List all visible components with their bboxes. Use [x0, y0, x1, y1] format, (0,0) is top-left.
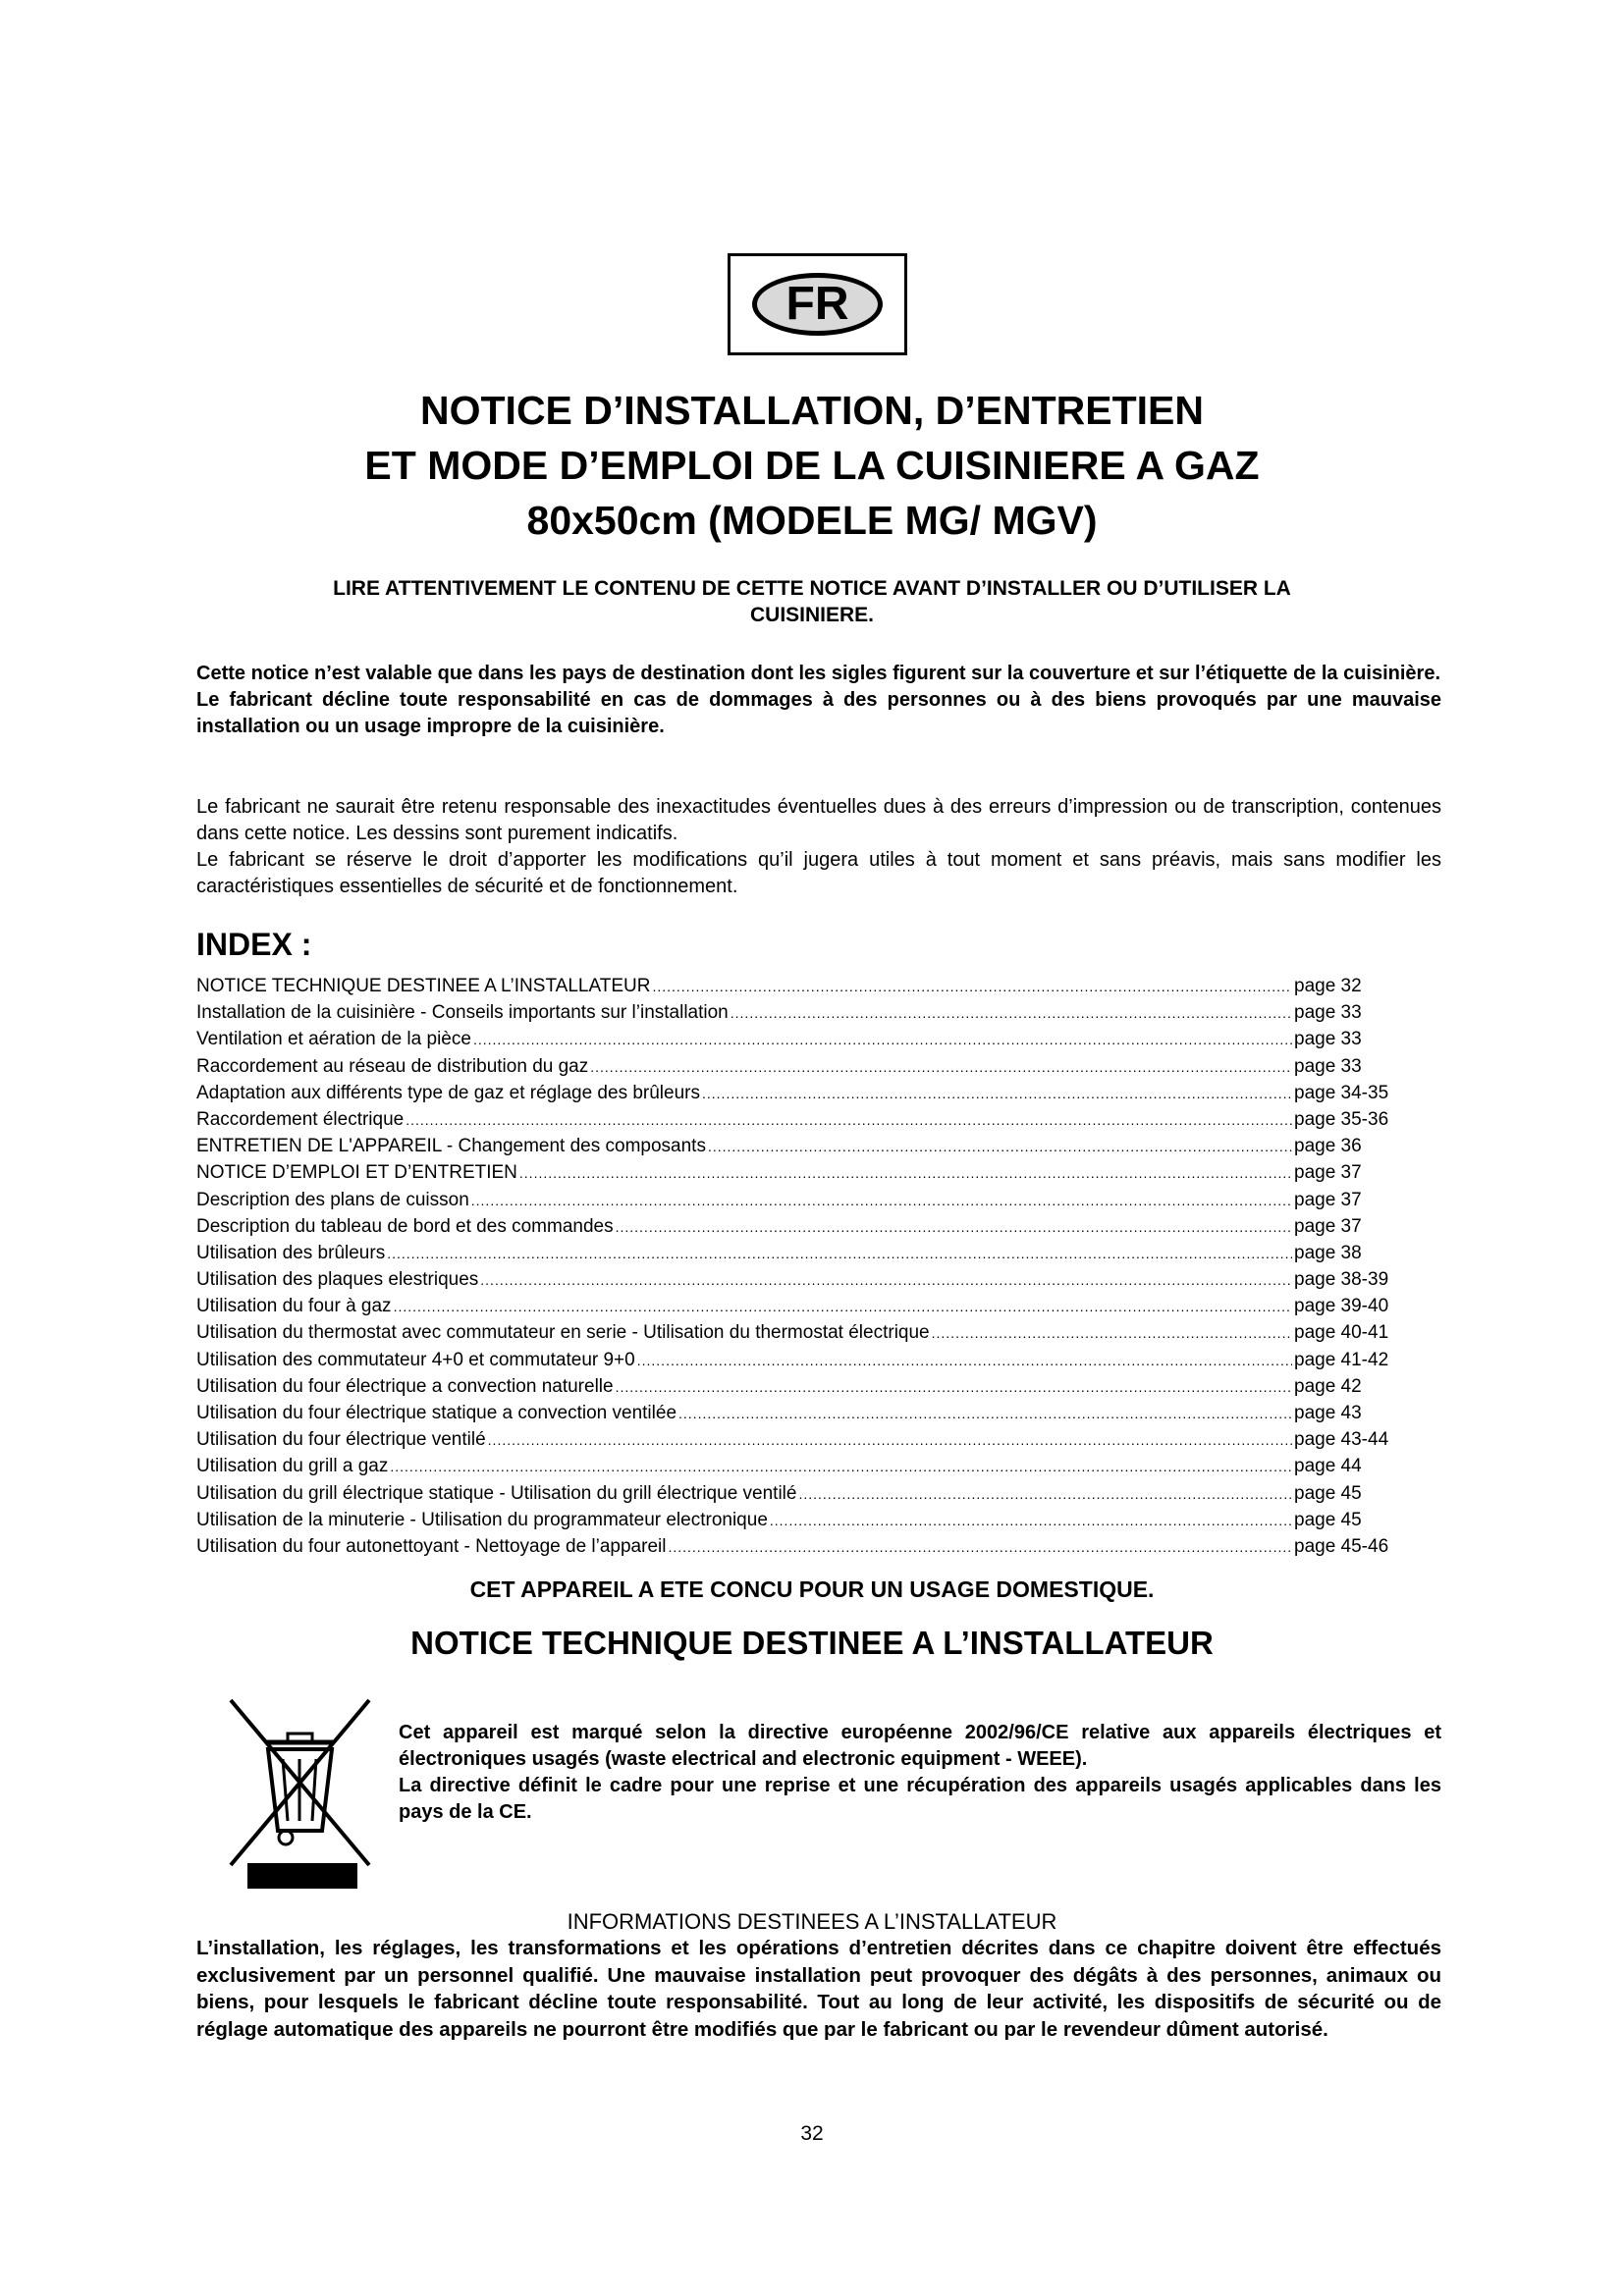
index-entry [196, 1347, 1412, 1373]
index-entry-leader-dots [652, 974, 1292, 1000]
inaccuracy-paragraph: Le fabricant ne saurait être retenu responsable des inexactitudes éventuelles dues à des erreurs d’impression ou de transcription, contenues dans cette notice. Les dessins sont purement indicatifs. [196, 796, 1441, 844]
index-entry-leader-dots [668, 1534, 1292, 1561]
index-entry-leader-dots [390, 1454, 1292, 1480]
index-entry [196, 1240, 1412, 1266]
index-entry-leader-dots [731, 1000, 1292, 1027]
index-entry-leader-dots [708, 1134, 1292, 1160]
index-entry [196, 1187, 1412, 1213]
index-entry-leader-dots [932, 1320, 1292, 1347]
index-entry-page: page 33 [1294, 1002, 1362, 1024]
index-entry-leader-dots [678, 1401, 1292, 1427]
index-heading: INDEX : [196, 927, 312, 962]
index-entry-label: ENTRETIEN DE L'APPAREIL - Changement des composants [196, 1136, 706, 1157]
index-entry-label: Utilisation du four à gaz [196, 1296, 392, 1317]
weee-paragraph-1: Cet appareil est marqué selon la directive européenne 2002/96/CE relative aux appareils électriques et électroniques usagés (waste electrical and electronic equipment - WEEE). [399, 1722, 1441, 1770]
weee-directive-notice [399, 1720, 1441, 1826]
index-entry-page: page 43 [1294, 1403, 1362, 1423]
index-entry-page: page 45-46 [1294, 1535, 1389, 1557]
index-entry-page: page 35-36 [1294, 1108, 1389, 1130]
validity-paragraph: Cette notice n’est valable que dans les pays de destination dont les sigles figurent sur la couverture et sur l’étiquette de la cuisinière. [196, 663, 1441, 684]
index-entry-page: page 45 [1294, 1482, 1362, 1504]
index-entry-label: Utilisation du four autonettoyant - Nettoyage de l’appareil [196, 1535, 667, 1557]
index-entry-page: page 39-40 [1294, 1296, 1389, 1317]
index-entry [196, 1480, 1412, 1507]
index-entry-page: page 37 [1294, 1162, 1362, 1184]
index-entry-leader-dots [473, 1027, 1292, 1053]
index-entry [196, 1293, 1412, 1319]
index-entry-label: Utilisation du four électrique a convection naturelle [196, 1375, 614, 1397]
table-of-contents [196, 973, 1412, 1560]
index-entry-page: page 33 [1294, 1029, 1362, 1050]
index-entry-leader-dots [616, 1214, 1292, 1241]
index-entry-leader-dots [702, 1081, 1292, 1107]
index-entry-label: Utilisation des plaques elestriques [196, 1269, 479, 1291]
index-entry-label: Ventilation et aération de la pièce [196, 1029, 471, 1050]
index-entry-leader-dots [387, 1241, 1292, 1267]
warning-line-2: CUISINIERE. [749, 604, 875, 626]
index-entry-leader-dots [637, 1348, 1292, 1374]
index-entry-leader-dots [488, 1427, 1292, 1454]
index-entry-page: page 44 [1294, 1456, 1362, 1477]
index-entry-label: Raccordement électrique [196, 1108, 405, 1130]
index-entry-page: page 38 [1294, 1242, 1362, 1263]
index-entry [196, 1453, 1412, 1479]
index-entry-label: Installation de la cuisinière - Conseils importants sur l’installation [196, 1002, 729, 1024]
domestic-use-note: CET APPAREIL A ETE CONCU POUR UN USAGE DOMESTIQUE. [469, 1576, 1155, 1602]
index-entry [196, 1373, 1412, 1400]
warning-line-1: LIRE ATTENTIVEMENT LE CONTENU DE CETTE NOTICE AVANT D’INSTALLER OU D’UTILISER LA [333, 577, 1291, 600]
index-entry [196, 1507, 1412, 1533]
index-entry-label: Utilisation des brûleurs [196, 1242, 386, 1263]
liability-paragraph: Le fabricant décline toute responsabilité en cas de dommages à des personnes ou à des biens provoqués par une mauvaise installation ou un usage impropre de la cuisinière. [196, 689, 1441, 737]
index-entry-leader-dots [798, 1481, 1292, 1508]
index-entry [196, 1400, 1412, 1426]
index-entry [196, 1533, 1412, 1560]
index-entry-leader-dots [480, 1267, 1292, 1294]
index-entry [196, 973, 1412, 999]
index-entry-label: NOTICE D’EMPLOI ET D’ENTRETIEN [196, 1162, 517, 1184]
index-entry-page: page 37 [1294, 1189, 1362, 1210]
index-entry-label: Utilisation du thermostat avec commutateur en serie - Utilisation du thermostat électrique [196, 1322, 930, 1344]
disclaimer-notice [196, 794, 1441, 900]
index-entry-leader-dots [519, 1160, 1292, 1187]
index-entry-label: Utilisation des commutateur 4+0 et commutateur 9+0 [196, 1349, 635, 1370]
index-entry-page: page 45 [1294, 1509, 1362, 1530]
index-entry [196, 1213, 1412, 1240]
index-entry-label: Utilisation du four électrique statique a convection ventilée [196, 1403, 677, 1423]
index-entry-leader-dots [770, 1508, 1292, 1534]
country-code: FR [752, 273, 883, 336]
index-entry-page: page 32 [1294, 976, 1362, 996]
index-entry [196, 1159, 1412, 1186]
index-entry-label: Utilisation du four électrique ventilé [196, 1429, 486, 1451]
index-entry-label: Utilisation de la minuterie - Utilisation du programmateur electronique [196, 1509, 768, 1530]
index-entry-leader-dots [394, 1294, 1292, 1320]
index-entry-leader-dots [590, 1054, 1292, 1081]
index-entry-page: page 41-42 [1294, 1349, 1389, 1370]
index-entry [196, 1080, 1412, 1106]
validity-and-liability-notice [196, 661, 1441, 740]
installer-info-body: L’installation, les réglages, les transformations et les opérations d’entretien décrites dans ce chapitre doivent être effectués exclusivement par un personnel qualifié. Une mauvaise installation peut provoquer des dégâts à des personnes, animaux ou biens, pour lesquels le fabricant décline toute responsabilité. Tout au long de leur activité, les dispositifs de sécurité ou de réglage automatique des appareils ne pourront être modifiés que par le fabricant ou par le revendeur dûment autorisé. [196, 1937, 1441, 2041]
index-entry-page: page 40-41 [1294, 1322, 1389, 1344]
modification-paragraph: Le fabricant se réserve le droit d’apporter les modifications qu’il jugera utiles à tout moment et sans préavis, mais sans modifier les caractéristiques essentielles de sécurité et de fonctionnement. [196, 849, 1441, 897]
index-entry-page: page 37 [1294, 1215, 1362, 1237]
index-entry [196, 1026, 1412, 1052]
index-entry-page: page 34-35 [1294, 1082, 1389, 1103]
index-entry-label: Description du tableau de bord et des commandes [196, 1215, 614, 1237]
index-entry-leader-dots [471, 1188, 1292, 1214]
index-entry [196, 999, 1412, 1026]
index-entry-label: Description des plans de cuisson [196, 1189, 469, 1210]
index-entry-page: page 42 [1294, 1375, 1362, 1397]
index-entry-label: Raccordement au réseau de distribution du gaz [196, 1055, 589, 1077]
installer-info-heading: INFORMATIONS DESTINEES A L’INSTALLATEUR [567, 1909, 1057, 1934]
weee-marking-bar [247, 1863, 357, 1889]
index-entry [196, 1319, 1412, 1346]
index-entry-page: page 33 [1294, 1055, 1362, 1077]
country-badge [728, 253, 907, 355]
index-entry-page: page 36 [1294, 1136, 1362, 1157]
page-number: 32 [800, 2122, 824, 2145]
index-entry [196, 1426, 1412, 1453]
index-entry-leader-dots [406, 1107, 1292, 1134]
index-entry-label: Adaptation aux différents type de gaz et réglage des brûleurs [196, 1082, 700, 1103]
weee-paragraph-2: La directive définit le cadre pour une reprise et une récupération des appareils usagés applicables dans les pays de la CE. [399, 1775, 1441, 1823]
document-title-line-2: ET MODE D’EMPLOI DE LA CUISINIERE A GAZ [364, 443, 1260, 488]
index-entry-page: page 38-39 [1294, 1269, 1389, 1291]
index-entry [196, 1133, 1412, 1159]
index-entry [196, 1106, 1412, 1133]
index-entry-label: NOTICE TECHNIQUE DESTINEE A L’INSTALLATEUR [196, 976, 651, 996]
read-carefully-warning [196, 575, 1428, 628]
document-title-line-3: 80x50cm (MODELE MG/ MGV) [526, 498, 1098, 543]
index-entry-leader-dots [616, 1374, 1292, 1401]
document-title-line-1: NOTICE D’INSTALLATION, D’ENTRETIEN [420, 388, 1204, 433]
index-entry [196, 1053, 1412, 1080]
index-entry [196, 1266, 1412, 1293]
index-entry-label: Utilisation du grill a gaz [196, 1456, 389, 1477]
index-entry-label: Utilisation du grill électrique statique - Utilisation du grill électrique ventilé [196, 1482, 797, 1504]
section-title: NOTICE TECHNIQUE DESTINEE A L’INSTALLATEUR [410, 1625, 1214, 1661]
index-entry-page: page 43-44 [1294, 1429, 1389, 1451]
